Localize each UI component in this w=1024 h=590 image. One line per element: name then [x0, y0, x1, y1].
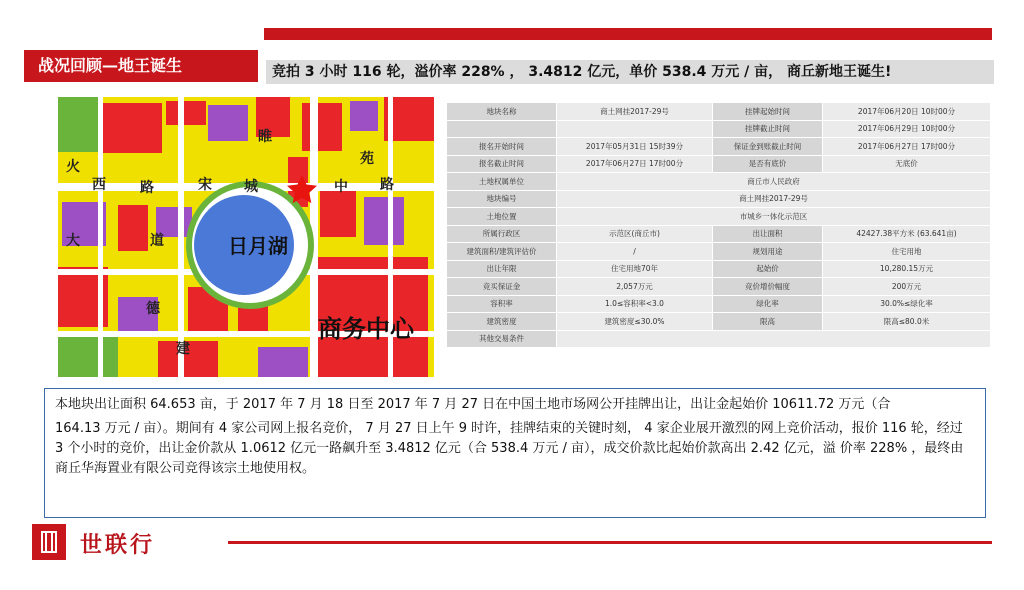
map-label: 路	[380, 177, 394, 193]
map-label: 宋	[198, 177, 212, 193]
map-label: 德	[146, 301, 160, 317]
map-label: 苑	[360, 151, 374, 167]
table-value-cell: 市城乡一体化示范区	[557, 208, 991, 226]
table-label-cell: 建筑面积/建筑评估价	[447, 243, 557, 261]
table-value-cell: 商土网挂2017-29号	[557, 103, 713, 121]
table-value-cell: 200万元	[823, 278, 991, 296]
table-label-cell: 竞价增价幅度	[713, 278, 823, 296]
table-row	[447, 313, 991, 331]
table-value-cell	[557, 120, 713, 138]
table-value-cell: 建筑密度≤30.0%	[557, 313, 713, 331]
table-value-cell: 住宅用地	[823, 243, 991, 261]
map-label: 路	[140, 180, 154, 196]
table-row	[447, 260, 991, 278]
map-label: 建	[176, 341, 190, 357]
table-value-cell: 示范区(商丘市)	[557, 225, 713, 243]
description-line: 164.13 万元 / 亩）。期间有 4 家公司网上报名竞价， 7 月 27 日上午 9 时许，挂牌结束的关键时刻， 4 家企业展开激烈的网上竞价活动，报价 116 轮，经过 3 个小时的竞价，出让金价款从 1.0612 亿元一路飙升至 3.4812 亿元（合 538.4 万元 / 亩），成交价款比起始价款高出 2.42 亿元，溢 价率 228% ，最终由商丘华海置业有限公司竞得该宗土地使用权。	[55, 421, 964, 476]
table-label-cell: 土地位置	[447, 208, 557, 226]
table-row	[447, 190, 991, 208]
lake-label: 日月湖	[228, 234, 288, 258]
table-label-cell: 报名开始时间	[447, 138, 557, 156]
table-value-cell: 2017年06月20日 10时00分	[823, 103, 991, 121]
shilian-logo-icon	[32, 524, 66, 560]
table-row	[447, 120, 991, 138]
table-label-cell: 限高	[713, 313, 823, 331]
brand-name: 世联行	[80, 533, 156, 558]
top-red-bar	[264, 28, 992, 40]
description-box	[44, 388, 986, 518]
table-label-cell: 容积率	[447, 295, 557, 313]
table-label-cell: 报名截止时间	[447, 155, 557, 173]
headline: 竞拍 3 小时 116 轮，溢价率 228% ， 3.4812 亿元，单价 538.4 万元 / 亩， 商丘新地王诞生!	[272, 64, 892, 80]
table-row	[447, 225, 991, 243]
table-label-cell: 保证金到账截止时间	[713, 138, 823, 156]
table-row	[447, 155, 991, 173]
table-value-cell: 2017年06月29日 10时00分	[823, 120, 991, 138]
table-value-cell: 1.0≤容积率<3.0	[557, 295, 713, 313]
table-label-cell: 出让面积	[713, 225, 823, 243]
table-label-cell: 出让年限	[447, 260, 557, 278]
table-value-cell: /	[557, 243, 713, 261]
table-value-cell: 商丘市人民政府	[557, 173, 991, 191]
planning-map	[58, 97, 434, 377]
table-label-cell: 建筑密度	[447, 313, 557, 331]
map-label: 大	[66, 233, 80, 249]
map-label: 西	[92, 177, 106, 193]
table-row	[447, 208, 991, 226]
table-row	[447, 243, 991, 261]
table-row	[447, 138, 991, 156]
table-label-cell	[447, 120, 557, 138]
map-label: 睢	[258, 129, 272, 145]
section-title: 战况回顾—地王诞生	[24, 50, 258, 82]
table-value-cell: 商土网挂2017-29号	[557, 190, 991, 208]
table-value-cell: 42427.38平方米 (63.641亩)	[823, 225, 991, 243]
description-line: 本地块出让面积 64.653 亩，于 2017 年 7 月 18 日至 2017 年 7 月 27 日在中国土地市场网公开挂牌出让，出让金起始价 10611.72 万元（合	[55, 397, 891, 412]
table-label-cell: 所属行政区	[447, 225, 557, 243]
table-label-cell: 土地权属单位	[447, 173, 557, 191]
table-value-cell: 2017年06月27日 17时00分	[823, 138, 991, 156]
table-value-cell: 30.0%≤绿化率	[823, 295, 991, 313]
table-value-cell: 2017年05月31日 15时39分	[557, 138, 713, 156]
land-info-table	[446, 102, 990, 374]
table-label-cell: 地块名称	[447, 103, 557, 121]
table-row	[447, 173, 991, 191]
table-label-cell: 其他交易条件	[447, 330, 557, 348]
table-value-cell: 无底价	[823, 155, 991, 173]
table-row	[447, 103, 991, 121]
cbd-label: 商务中心	[318, 315, 414, 343]
table-label-cell: 绿化率	[713, 295, 823, 313]
table-row	[447, 295, 991, 313]
table-value-cell: 限高≤80.0米	[823, 313, 991, 331]
map-label: 火	[66, 159, 80, 175]
planning-map-svg	[58, 97, 434, 377]
table-value-cell: 2017年06月27日 17时00分	[557, 155, 713, 173]
table-label-cell: 是否有底价	[713, 155, 823, 173]
table-value-cell: 10,280.15万元	[823, 260, 991, 278]
map-label: 道	[150, 233, 164, 249]
table-label-cell: 挂牌截止时间	[713, 120, 823, 138]
table-value-cell: 2,057万元	[557, 278, 713, 296]
table-label-cell: 挂牌起始时间	[713, 103, 823, 121]
bottom-red-line	[228, 541, 992, 544]
map-label: 城	[244, 179, 258, 195]
table-label-cell: 起始价	[713, 260, 823, 278]
table-value-cell	[557, 330, 991, 348]
table-row	[447, 330, 991, 348]
table-value-cell: 住宅用地70年	[557, 260, 713, 278]
map-label: 中	[334, 179, 348, 195]
table-label-cell: 竞买保证金	[447, 278, 557, 296]
table-row	[447, 278, 991, 296]
table-label-cell: 地块编号	[447, 190, 557, 208]
table-label-cell: 规划用途	[713, 243, 823, 261]
